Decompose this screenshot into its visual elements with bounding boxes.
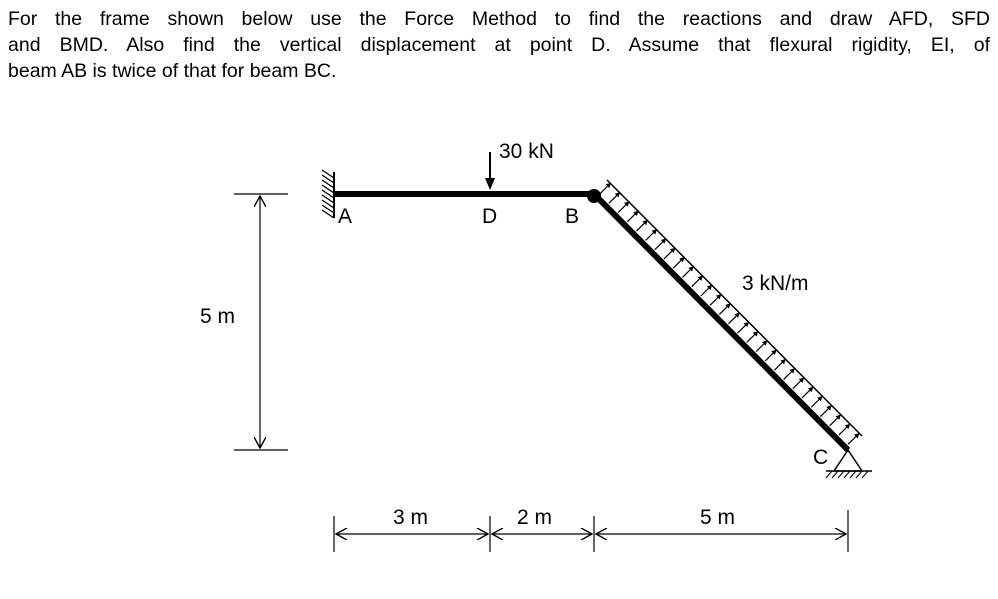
dimension-height [234,194,288,450]
label-c: C [813,446,829,469]
distributed-load-arrows [600,183,860,445]
label-a: A [338,205,353,228]
label-height: 5 m [200,305,236,328]
label-span-ad: 3 m [393,506,429,529]
label-span-bc: 5 m [700,506,736,529]
problem-line-2: and BMD. Also find the vertical displacement at point D. Assume that flexural rigidity, EI, of [8,34,990,56]
member-bc [594,194,848,450]
problem-line-1: For the frame shown below use the Force Method to find the reactions and draw AFD, SFD [8,8,990,30]
label-distributed-load: 3 kN/m [742,272,809,295]
problem-line-3: beam AB is twice of that for beam BC. [8,60,337,82]
label-d: D [482,205,498,228]
label-b: B [565,205,580,228]
joint-b [587,189,601,203]
label-span-db: 2 m [517,506,553,529]
pin-support-c [826,450,872,478]
point-load-arrow [485,152,495,190]
distributed-load-line [607,180,862,436]
fixed-support-a [322,170,334,218]
label-point-load: 30 kN [499,140,554,163]
